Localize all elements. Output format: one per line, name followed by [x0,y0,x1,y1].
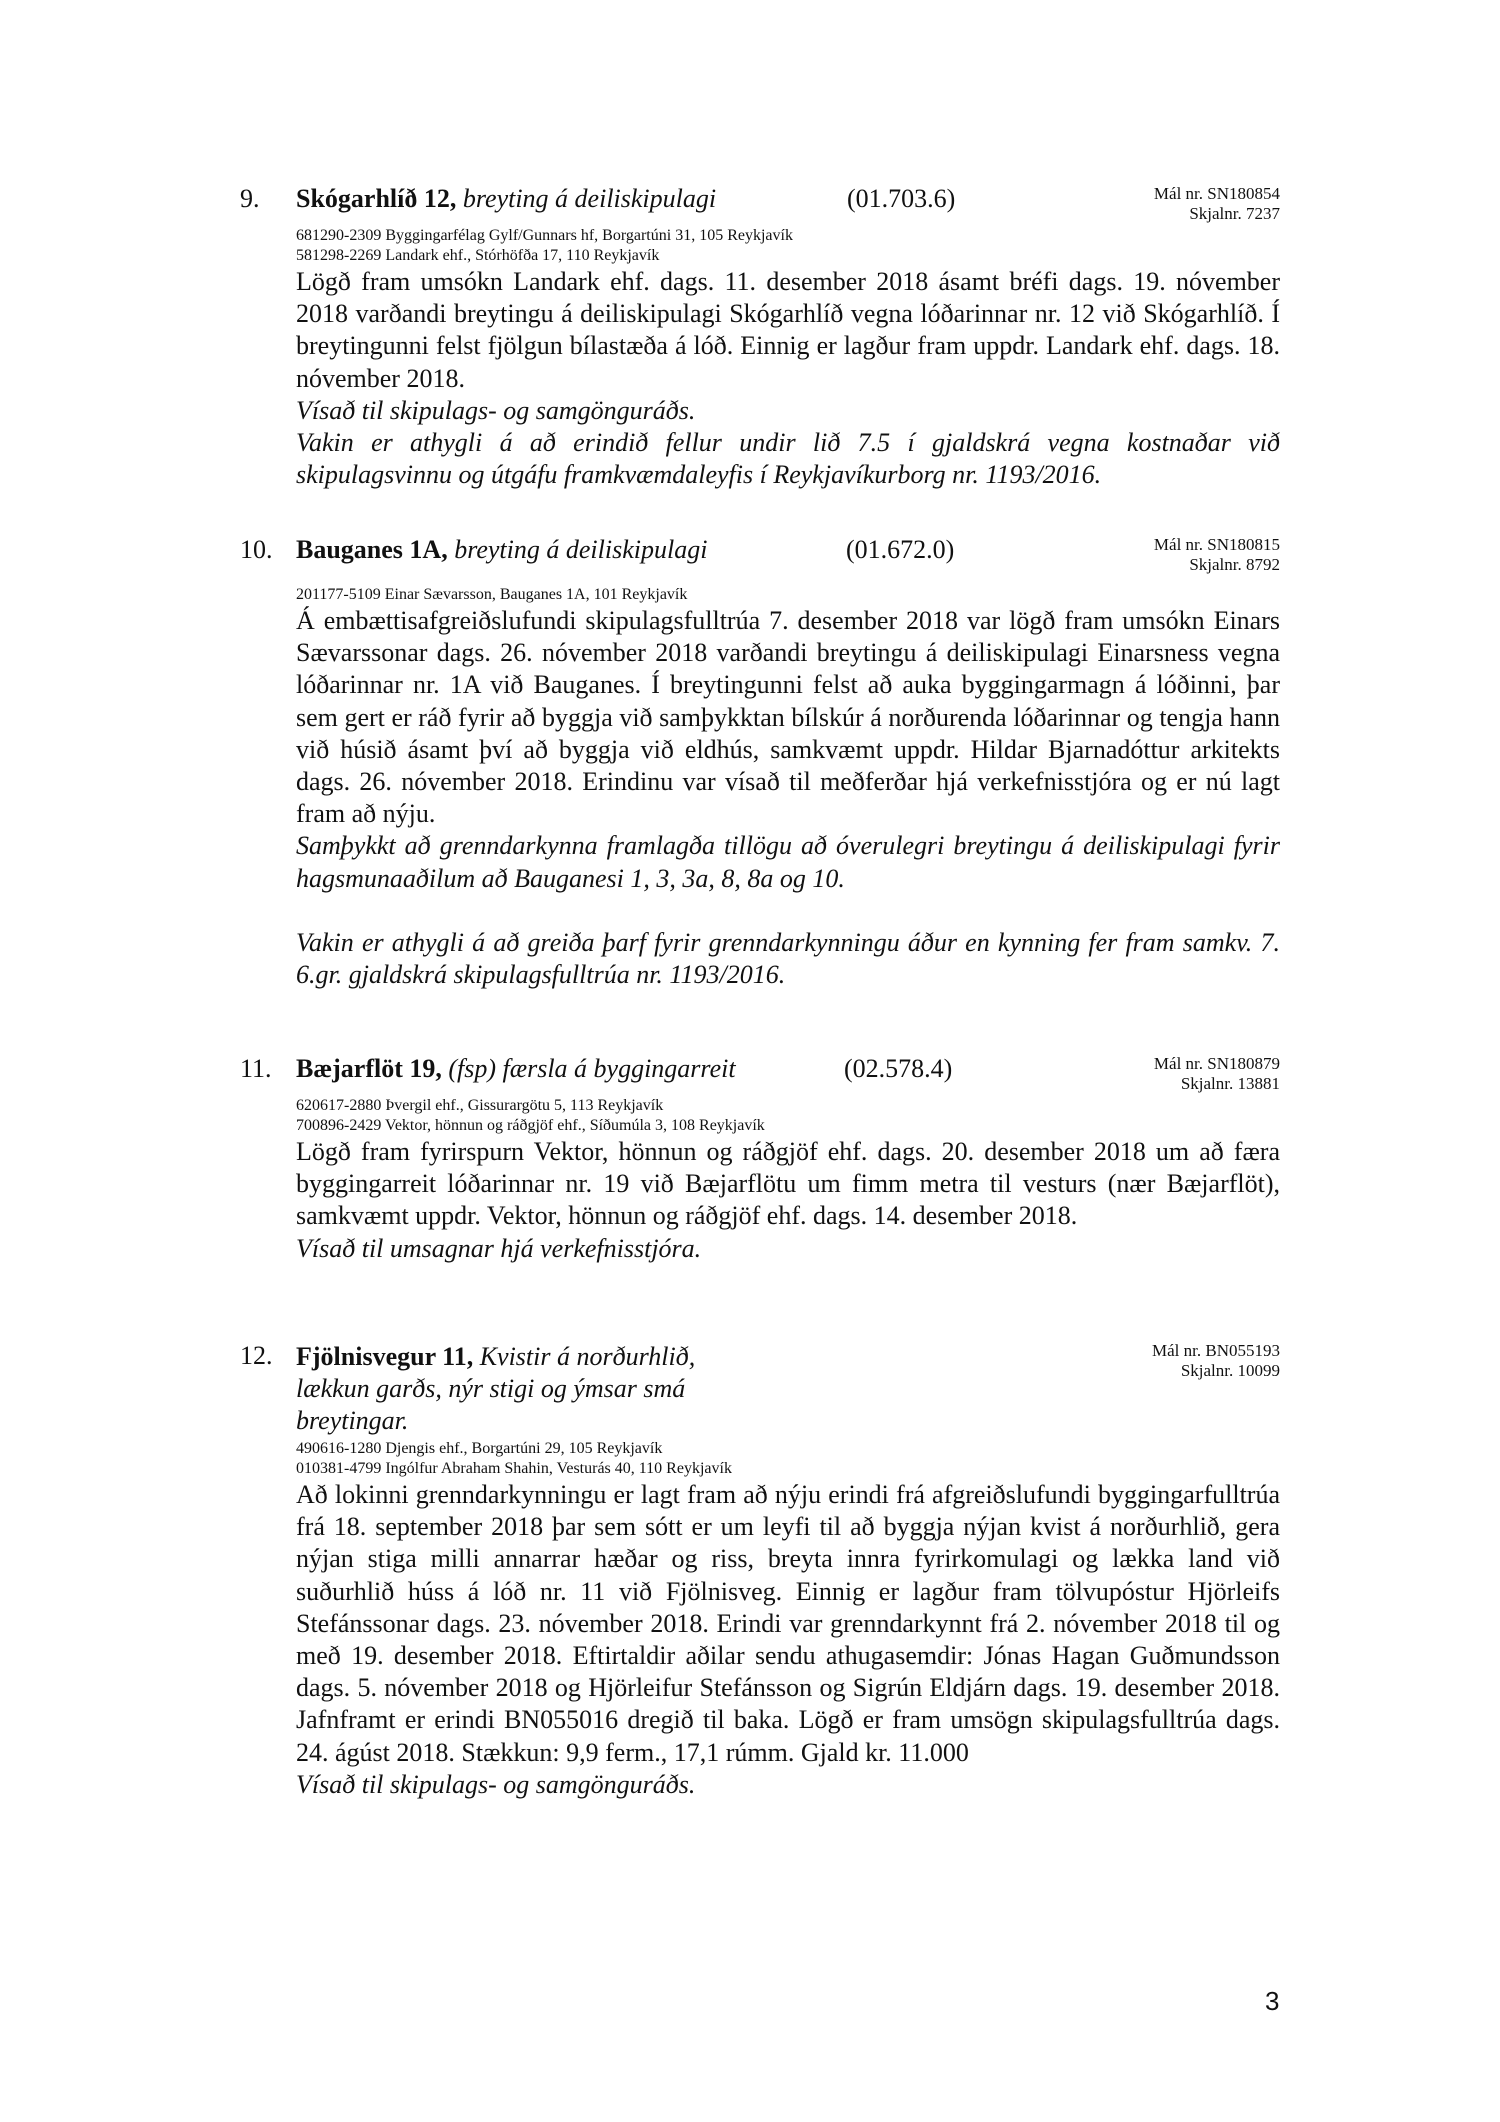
case-reference [1154,1054,1280,1094]
agenda-item-11 [240,1054,1280,1265]
item-title [296,1341,695,1437]
case-reference [1154,184,1280,224]
parties [296,1439,1280,1479]
case-reference [1152,1341,1280,1381]
page-number: 3 [1265,1986,1280,2016]
party: 700896-2429 Vektor, hönnun og ráðgjöf ehf., Síðumúla 3, 108 Reykjavík [296,1117,765,1134]
document-number: Skjalnr. 7237 [1189,204,1280,223]
agenda-item-9 [240,184,1280,491]
item-title [296,184,716,214]
item-name: Fjölnisvegur 11, [296,1342,474,1371]
item-code: (02.578.4) [844,1054,953,1083]
item-decision: Vísað til umsagnar hjá verkefnisstjóra. [296,1233,702,1263]
document-number: Skjalnr. 8792 [1189,555,1280,574]
item-subject-line-3: breytingar. [296,1406,409,1435]
spacer [240,895,1280,927]
item-decision: Vísað til skipulags- og samgönguráðs. [296,395,696,425]
item-number: 10. [240,535,273,564]
item-decision: Samþykkt að grenndarkynna framlagða tillögu að óverulegri breytingu á deiliskipulagi fyrir hagsmunaaðilum að Bauganesi 1, 3, 3a, 8, 8a og 10. [296,831,1280,893]
document-number: Skjalnr. 13881 [1180,1074,1280,1093]
item-body: Lögð fram fyrirspurn Vektor, hönnun og ráðgjöf ehf. dags. 20. desember 2018 um að færa byggingarreit lóðarinnar nr. 19 við Bæjarflötu um fimm metra til vesturs (nær Bæjarflöt), samkvæmt uppdr. Vektor, hönnun og ráðgjöf ehf. dags. 14. desember 2018. [296,1137,1280,1231]
item-number: 12. [240,1341,273,1370]
item-header [240,535,1280,577]
case-number: Mál nr. SN180854 [1153,184,1280,203]
case-number: Mál nr. BN055193 [1152,1341,1280,1360]
party: 581298-2269 Landark ehf., Stórhöfða 17, 110 Reykjavík [296,247,660,264]
agenda-item-12 [240,1341,1280,1801]
parties [296,226,1280,266]
parties [296,585,1280,605]
party: 490616-1280 Djengis ehf., Borgartúni 29, 105 Reykjavík [296,1440,663,1457]
party: 681290-2309 Byggingarfélag Gylf/Gunnars hf, Borgartúni 31, 105 Reykjavík [296,227,793,244]
item-note: Vakin er athygli á að erindið fellur undir lið 7.5 í gjaldskrá vegna kostnaðar við skipulagsvinnu og útgáfu framkvæmdaleyfis í Reykjavíkurborg nr. 1193/2016. [296,428,1280,490]
item-name: Skógarhlíð 12, [296,184,457,213]
item-subject-line-2: lækkun garðs, nýr stigi og ýmsar smá [296,1374,686,1403]
item-header [240,1341,1280,1439]
item-body: Að lokinni grenndarkynningu er lagt fram að nýju erindi frá afgreiðslufundi byggingarfulltrúa frá 18. september 2018 þar sem sótt er um leyfi til að byggja nýjan kvist á norðurhlið, gera nýjan stiga milli annarrar hæðar og riss, breyta innra fyrirkomulagi og lækka land við suðurhlið húss á lóð nr. 11 við Fjölnisveg. Einnig er lagður fram tölvupóstur Hjörleifs Stefánssonar dags. 23. nóvember 2018. Erindi var grenndarkynnt frá 2. nóvember 2018 til og með 19. desember 2018. Eftirtaldir aðilar sendu athugasemdir: Jónas Hagan Guðmundsson dags. 5. nóvember 2018 og Hjörleifur Stefánsson og Sigrún Eldjárn dags. 19. desember 2018. Jafnframt er erindi BN055016 dregið til baka. Lögð er fram umsögn skipulagsfulltrúa dags. 24. ágúst 2018. Stækkun: 9,9 ferm., 17,1 rúmm. Gjald kr. 11.000 [296,1480,1280,1767]
item-note: Vakin er athygli á að greiða þarf fyrir grenndarkynningu áður en kynning fer fram samkv. 7. 6.gr. gjaldskrá skipulagsfulltrúa nr. 1193/2016. [296,927,1280,990]
party: 010381-4799 Ingólfur Abraham Shahin, Vesturás 40, 110 Reykjavík [296,1460,732,1477]
parties [296,1096,1280,1136]
case-reference [1154,535,1280,575]
case-number: Mál nr. SN180815 [1153,535,1280,554]
item-name: Bæjarflöt 19, [296,1054,442,1083]
item-title [296,1054,736,1084]
case-number: Mál nr. SN180879 [1153,1054,1280,1073]
item-name: Bauganes 1A, [296,535,448,564]
item-subject: breyting á deiliskipulagi [454,535,708,564]
item-header [240,1054,1280,1096]
item-body: Á embættisafgreiðslufundi skipulagsfulltrúa 7. desember 2018 var lögð fram umsókn Einars Sævarssonar dags. 26. nóvember 2018 varðandi breytingu á deiliskipulagi Einarsness vegna lóðarinnar nr. 1A við Bauganes. Í breytingunni felst að auka byggingarmagn á lóðinni, þar sem gert er ráð fyrir að byggja við samþykktan bílskúr á norðurenda lóðarinnar og tengja hann við húsið ásamt því að byggja við eldhús, samkvæmt uppdr. Hildar Bjarnadóttur arkitekts dags. 26. nóvember 2018. Erindinu var vísað til meðferðar hjá verkefnisstjóra og er nú lagt fram að nýju. [296,606,1280,829]
party: 201177-5109 Einar Sævarsson, Bauganes 1A, 101 Reykjavík [296,586,688,603]
agenda-item-10 [240,535,1280,991]
item-subject: (fsp) færsla á byggingarreit [448,1054,736,1083]
party: 620617-2880 Þvergil ehf., Gissurargötu 5, 113 Reykjavík [296,1097,664,1114]
item-subject-line-1: Kvistir á norðurhlið, [479,1342,696,1371]
item-subject: breyting á deiliskipulagi [462,184,717,213]
document-number: Skjalnr. 10099 [1180,1361,1280,1380]
item-code: (01.672.0) [846,535,955,564]
item-number: 11. [240,1054,272,1083]
item-title [296,535,707,565]
item-number: 9. [240,184,260,213]
item-code: (01.703.6) [847,184,956,213]
item-body: Lögð fram umsókn Landark ehf. dags. 11. desember 2018 ásamt bréfi dags. 19. nóvember 2018 varðandi breytingu á deiliskipulagi Skógarhlíð vegna lóðarinnar nr. 12 við Skógarhlíð. Í breytingunni felst fjölgun bílastæða á lóð. Einnig er lagður fram uppdr. Landark ehf. dags. 18. nóvember 2018. [296,267,1280,393]
item-header [240,184,1280,226]
item-decision: Vísað til skipulags- og samgönguráðs. [296,1769,696,1799]
